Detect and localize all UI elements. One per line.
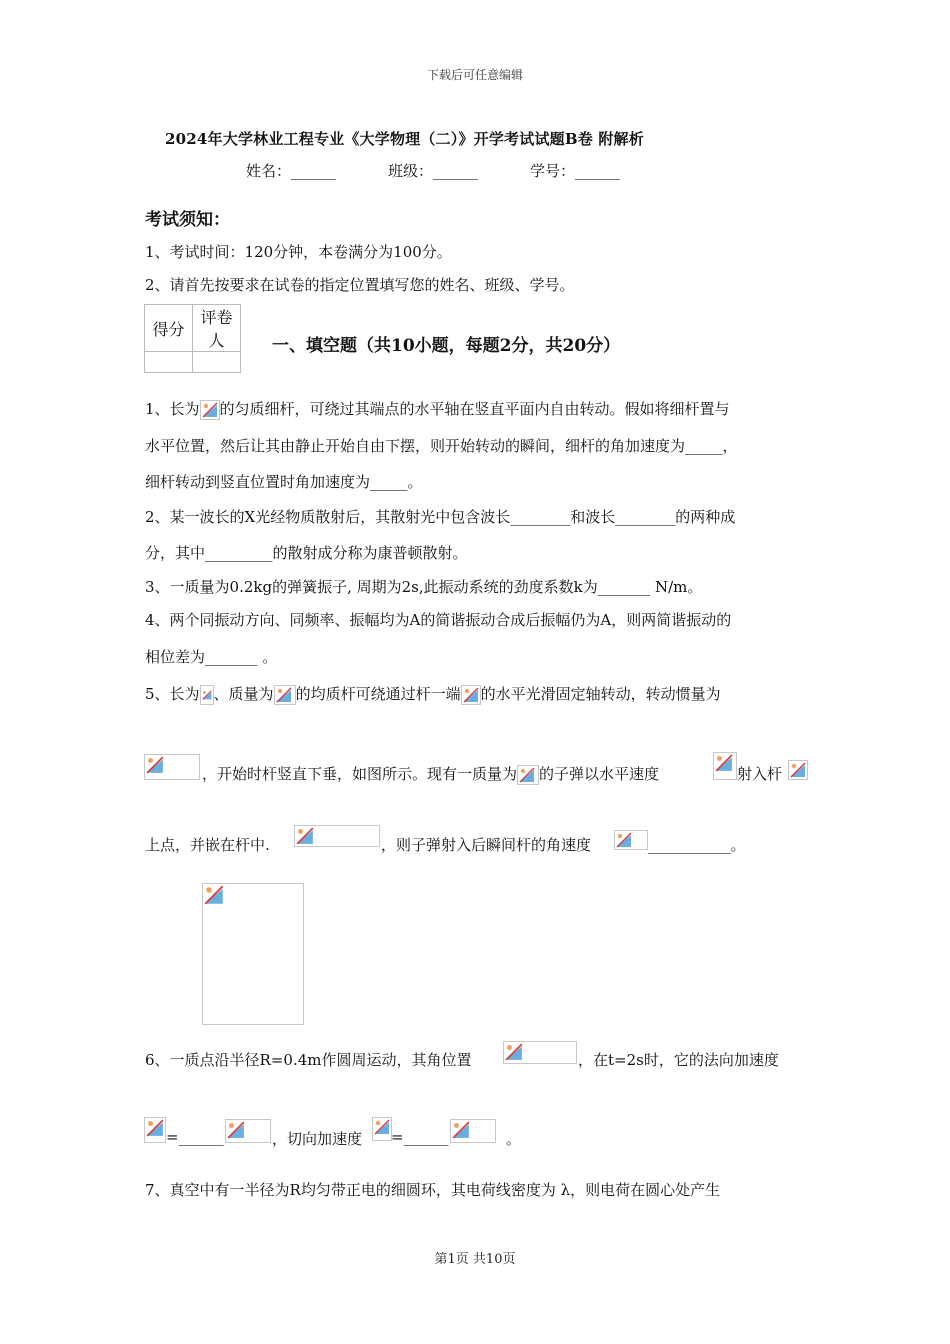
q3-line: 3、一质量为0.2kg的弹簧振子, 周期为2s,此振动系统的劲度系数k为_______ N/m。 — [145, 578, 703, 596]
q5-line-1 — [145, 683, 721, 705]
grader-cell — [193, 352, 241, 373]
q5-line-2 — [202, 763, 659, 785]
score-cell — [145, 352, 193, 373]
broken-image-icon — [294, 825, 380, 847]
notice-title: 考试须知： — [145, 210, 230, 230]
q5-text: 的均质杆可绕通过杆一端 — [295, 685, 461, 703]
notice-item-2: 2、请首先按要求在试卷的指定位置填写您的姓名、班级、学号。 — [145, 276, 575, 294]
page-header: 下载后可任意编辑 — [426, 68, 523, 82]
broken-image-icon — [788, 760, 808, 780]
broken-image-icon — [225, 1119, 271, 1143]
q5-line-3b: ，则子弹射入后瞬间杆的角速度 — [381, 836, 592, 854]
q1-line-1 — [145, 398, 730, 420]
broken-image-icon — [614, 830, 648, 850]
notice-item-1: 1、考试时间：120分钟，本卷满分为100分。 — [145, 243, 452, 261]
q5-text: 的子弹以水平速度 — [539, 765, 660, 783]
q5-text: 的水平光滑固定轴转动，转动惯量为 — [480, 685, 721, 703]
q1-line-3: 细杆转动到竖直位置时角加速度为_____。 — [145, 473, 423, 491]
q6-line-1: 6、一质点沿半径R=0.4m作圆周运动，其角位置 — [145, 1051, 472, 1069]
name-field: 姓名：______ — [246, 162, 337, 180]
q5-blank: ___________。 — [648, 836, 746, 854]
figure-placeholder — [202, 883, 304, 1025]
broken-image-icon — [372, 1117, 392, 1141]
broken-image-icon — [517, 765, 539, 785]
q7-line-1: 7、真空中有一半径为R均匀带正电的细圆环，其电荷线密度为 λ，则电荷在圆心处产生 — [145, 1181, 721, 1199]
q6-tangential-label: ，切向加速度 — [272, 1130, 363, 1148]
broken-image-icon — [274, 685, 296, 705]
broken-image-icon — [450, 1119, 496, 1143]
q1-line-2: 水平位置，然后让其由静止开始自由下摆，则开始转动的瞬间，细杆的角加速度为_____， — [145, 437, 738, 455]
q4-line-2: 相位差为_______ 。 — [145, 648, 278, 666]
q6-normal-blank: =______ — [166, 1128, 224, 1146]
broken-image-icon — [200, 685, 214, 705]
q5-line-3: 上点，并嵌在杆中. — [145, 836, 270, 854]
page-footer: 第1页 共10页 — [434, 1252, 516, 1267]
q5-text: ，开始时杆竖直下垂，如图所示。现有一质量为 — [202, 765, 518, 783]
q2-line-2: 分，其中_________的散射成分称为康普顿散射。 — [145, 544, 468, 562]
broken-image-icon — [200, 400, 220, 420]
q1-text: 的匀质细杆，可绕过其端点的水平轴在竖直平面内自由转动。假如将细杆置与 — [219, 400, 730, 418]
q6-line-1b: ，在t=2s时，它的法向加速度 — [578, 1051, 779, 1069]
q5-line-2b: 射入杆 — [737, 765, 783, 783]
q1-text: 1、长为 — [145, 400, 200, 418]
score-header: 得分 — [145, 305, 193, 352]
q6-end: 。 — [506, 1130, 522, 1148]
q6-tangential-blank: =______ — [391, 1128, 449, 1146]
broken-image-icon — [503, 1041, 577, 1064]
exam-title: 2024年大学林业工程专业《大学物理（二）》开学考试试题B卷 附解析 — [165, 130, 644, 148]
q5-text: 5、长为 — [145, 685, 200, 703]
broken-image-icon — [144, 754, 200, 780]
q5-text: 、质量为 — [213, 685, 274, 703]
student-id-field: 学号：______ — [530, 162, 621, 180]
q4-line-1: 4、两个同振动方向、同频率、振幅均为A的简谐振动合成后振幅仍为A，则两简谐振动的 — [145, 611, 732, 629]
broken-image-icon — [461, 685, 481, 705]
section-title: 一、填空题（共10小题，每题2分，共20分） — [272, 336, 621, 356]
broken-image-icon — [713, 752, 737, 780]
grader-header: 评卷人 — [193, 305, 241, 352]
broken-image-icon — [144, 1117, 166, 1143]
q2-line-1: 2、某一波长的X光经物质散射后，其散射光中包含波长________和波长________的两种成 — [145, 508, 736, 526]
score-table — [144, 304, 241, 373]
class-field: 班级：______ — [388, 162, 479, 180]
